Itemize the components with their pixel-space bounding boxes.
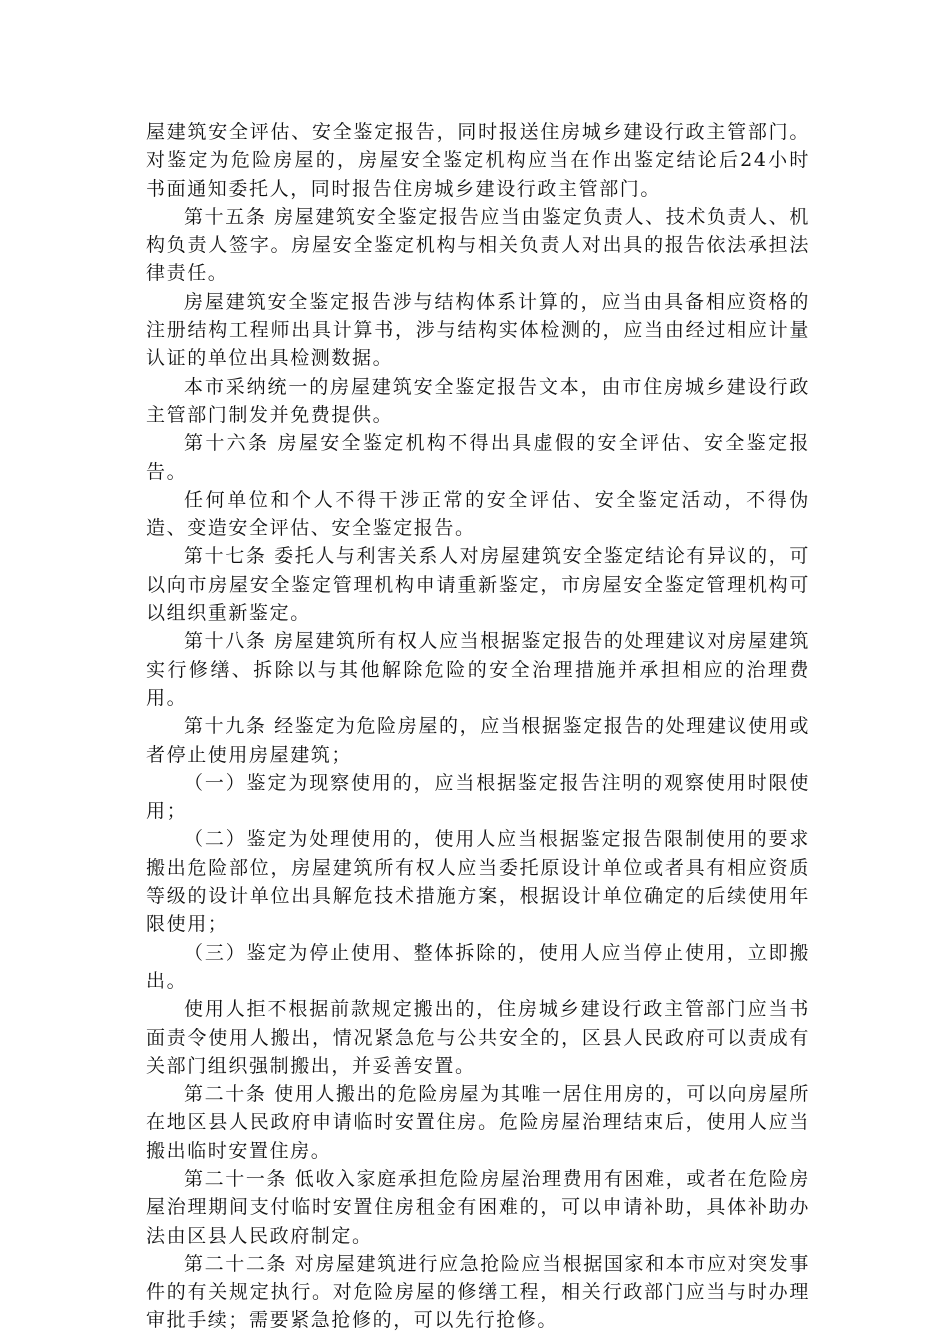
- paragraph-structural-calc: 房屋建筑安全鉴定报告涉与结构体系计算的，应当由具备相应资格的注册结构工程师出具计算书，涉与结构实体检测的，应当由经过相应计量认证的单位出具检测数据。: [146, 290, 810, 370]
- paragraph-item-2: （二）鉴定为处理使用的，使用人应当根据鉴定报告限制使用的要求搬出危险部位，房屋建筑所有权人应当委托原设计单位或者具有相应资质等级的设计单位出具解危技术措施方案，根据设计单位确定的后续使用年限使用；: [146, 828, 810, 936]
- paragraph-unified-report: 本市采纳统一的房屋建筑安全鉴定报告文本，由市住房城乡建设行政主管部门制发并免费提供。: [146, 375, 810, 426]
- paragraph-article-21: 第二十一条 低收入家庭承担危险房屋治理费用有困难，或者在危险房屋治理期间支付临时安置住房租金有困难的，可以申请补助，具体补助办法由区县人民政府制定。: [146, 1167, 810, 1247]
- paragraph-item-3: （三）鉴定为停止使用、整体拆除的，使用人应当停止使用，立即搬出。: [146, 941, 810, 992]
- paragraph-article-22: 第二十二条 对房屋建筑进行应急抢险应当根据国家和本市应对突发事件的有关规定执行。对危险房屋的修缮工程，相关行政部门应当与时办理审批手续；需要紧急抢修的，可以先行抢修。: [146, 1252, 810, 1332]
- paragraph-item-1: （一）鉴定为现察使用的，应当根据鉴定报告注明的观察使用时限使用；: [146, 771, 810, 823]
- paragraph-continuation: 屋建筑安全评估、安全鉴定报告，同时报送住房城乡建设行政主管部门。对鉴定为危险房屋的，房屋安全鉴定机构应当在作出鉴定结论后24小时书面通知委托人，同时报告住房城乡建设行政主管部门。: [146, 121, 810, 200]
- paragraph-article-20: 第二十条 使用人搬出的危险房屋为其唯一居住用房的，可以向房屋所在地区县人民政府申请临时安置住房。危险房屋治理结束后，使用人应当搬出临时安置住房。: [146, 1083, 810, 1162]
- document-page: [146, 118, 810, 1335]
- paragraph-refusal: 使用人拒不根据前款规定搬出的，住房城乡建设行政主管部门应当书面责令使用人搬出，情况紧急危与公共安全的，区县人民政府可以责成有关部门组织强制搬出，并妥善安置。: [146, 998, 810, 1077]
- paragraph-no-interference: 任何单位和个人不得干涉正常的安全评估、安全鉴定活动，不得伪造、变造安全评估、安全鉴定报告。: [146, 488, 810, 540]
- paragraph-article-16: 第十六条 房屋安全鉴定机构不得出具虚假的安全评估、安全鉴定报告。: [146, 432, 810, 483]
- paragraph-article-17: 第十七条 委托人与利害关系人对房屋建筑安全鉴定结论有异议的，可以向市房屋安全鉴定管理机构申请重新鉴定，市房屋安全鉴定管理机构可以组织重新鉴定。: [146, 545, 810, 625]
- paragraph-article-18: 第十八条 房屋建筑所有权人应当根据鉴定报告的处理建议对房屋建筑实行修缮、拆除以与其他解除危险的安全治理措施并承担相应的治理费用。: [146, 630, 810, 709]
- paragraph-article-15: 第十五条 房屋建筑安全鉴定报告应当由鉴定负责人、技术负责人、机构负责人签字。房屋安全鉴定机构与相关负责人对出具的报告依法承担法律责任。: [146, 205, 810, 285]
- paragraph-article-19: 第十九条 经鉴定为危险房屋的，应当根据鉴定报告的处理建议使用或者停止使用房屋建筑；: [146, 715, 810, 766]
